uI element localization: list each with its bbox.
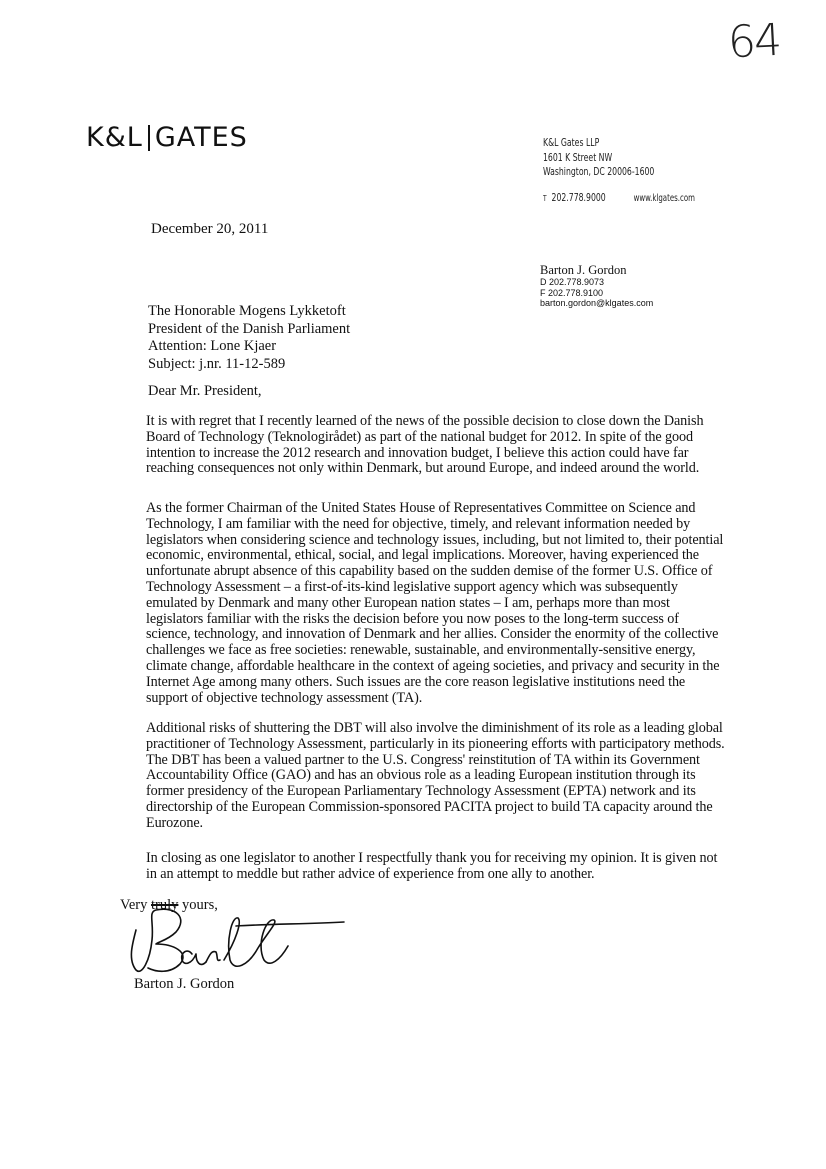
recipient-line-4: Subject: j.nr. 11-12-589 [148, 355, 286, 372]
body-paragraph-3: Additional risks of shuttering the DBT will also involve the diminishment of its role as a leading global practitioner of Technology Assessment, particularly in its pioneering efforts with participatory methods. The DBT has been a valued partner to the U.S. Congress' reinstitution of TA within its Government Accountability Office (GAO) and has an obvious role as a leading European institution through its former presidency of the European Parliamentary Technology Assessment (EPTA) network and its directorship of the European Commission-sponsored PACITA project to build TA capacity around the Eurozone. [146, 720, 725, 831]
closing-struck-word: truly [151, 897, 179, 913]
logo-right-text: GATES [154, 122, 248, 153]
recipient-line-2: President of the Danish Parliament [148, 320, 351, 337]
logo-left-text: K&L [86, 122, 143, 153]
sender-block [540, 264, 653, 309]
salutation: Dear Mr. President, [148, 383, 262, 399]
letter-date: December 20, 2011 [151, 221, 269, 237]
sender-fax: F 202.778.9100 [540, 287, 604, 298]
firm-contact-line [543, 191, 695, 207]
body-paragraph-2: As the former Chairman of the United States House of Representatives Committee on Science and Technology, I am familiar with the need for objective, timely, and relevant information needed by legislators when considering science and technology issues, including, but not limited to, their potential economic, environmental, ethical, social, and legal implications. Moreover, having experienced the unfortunate abrupt absence of this capability based on the sudden demise of the former U.S. Office of Technology Assessment – a first-of-its-kind legislative support agency which was subsequently emulated by Denmark and many other European nation states – I am, perhaps more than most legislators familiar with the risks the decision before you now poses to the long-term success of science, technology, and innovation of Denmark and her allies. Consider the enormity of the collective challenges we face as free societies: renewable, sustainable, and environmentally-sensitive energy, climate change, affordable healthcare in the context of ageing societies, and privacy and security in the Internet Age among many others. Such issues are the core reason legislative institutions need the support of objective technology assessment (TA). [146, 500, 724, 706]
recipient-block [148, 303, 350, 373]
tel-label: T [543, 193, 547, 203]
handwritten-signature [118, 900, 348, 985]
firm-city: Washington, DC 20006-1600 [543, 166, 655, 178]
page-number: 64 [726, 14, 782, 69]
recipient-line-1: The Honorable Mogens Lykketoft [148, 303, 346, 319]
firm-website: www.klgates.com [633, 192, 695, 204]
firm-street: 1601 K Street NW [543, 151, 613, 164]
sender-email: barton.gordon@klgates.com [540, 298, 654, 308]
firm-name: K&L Gates LLP [543, 137, 600, 149]
sender-name: Barton J. Gordon [540, 263, 627, 277]
firm-logo [86, 122, 248, 153]
body-paragraph-1: It is with regret that I recently learned of the news of the possible decision to close down the Danish Board of Technology (Teknologirådet) as part of the national budget for 2012. In spite of the good intention to increase the 2012 research and innovation budget, I believe this action could have far reaching consequences not only within Denmark, but around Europe, and indeed around the world. [146, 413, 704, 477]
sender-direct-phone: D 202.778.9073 [540, 277, 605, 287]
body-paragraph-4: In closing as one legislator to another I respectfully thank you for receiving my opinion. It is given not in an attempt to meddle but rather advice of experience from one ally to another. [146, 850, 718, 882]
recipient-line-3: Attention: Lone Kjaer [148, 338, 277, 354]
firm-address-block [543, 136, 695, 206]
closing-suffix: yours, [178, 897, 218, 913]
typed-signature-name: Barton J. Gordon [134, 976, 235, 992]
firm-phone: 202.778.9000 [551, 191, 606, 204]
closing-prefix: Very [120, 897, 152, 913]
logo-divider [148, 125, 150, 151]
